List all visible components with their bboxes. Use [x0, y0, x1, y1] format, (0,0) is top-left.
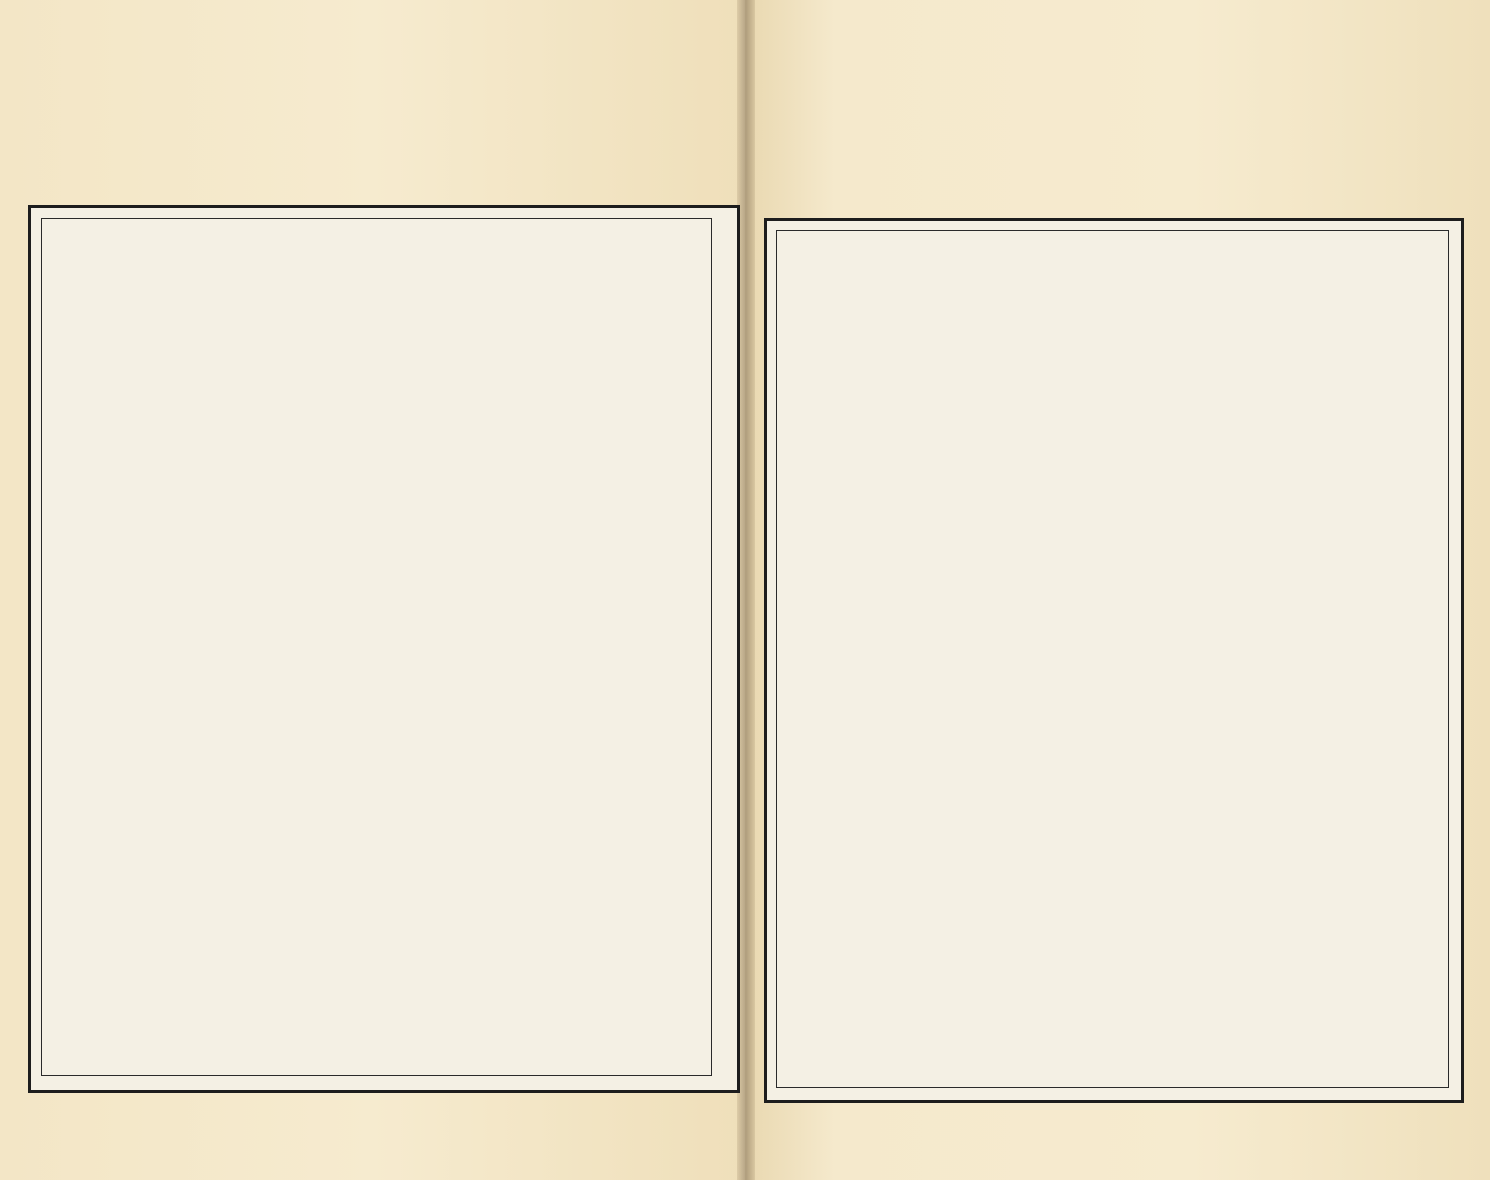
left-score-panel [28, 205, 740, 1093]
right-score-grid [776, 230, 1449, 1088]
left-score-grid [41, 218, 712, 1076]
right-score-panel [764, 218, 1464, 1103]
